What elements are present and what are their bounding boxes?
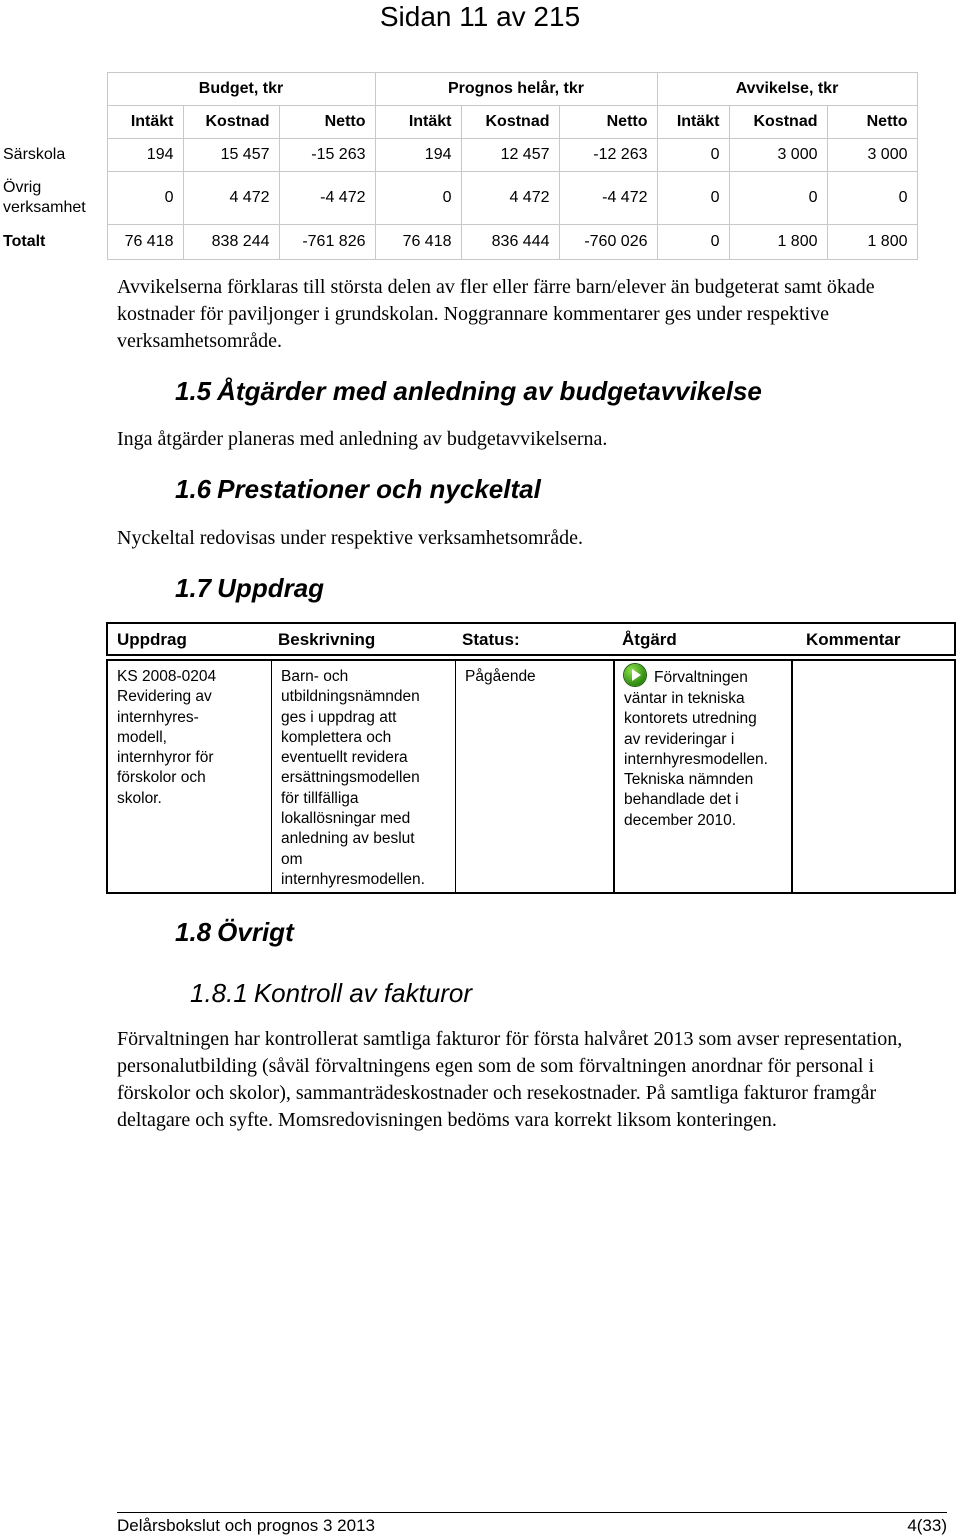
uppdrag-cell xyxy=(108,661,271,892)
cell-line: av revideringar i xyxy=(624,730,735,748)
section-number: 1.5 xyxy=(175,376,212,406)
column-header: Kostnad xyxy=(729,106,827,139)
cell-line: eventuellt revidera xyxy=(281,749,408,767)
section-number: 1.7 xyxy=(175,573,212,603)
cell-line: Barn- och xyxy=(281,668,349,685)
cell-line: internhyresmodellen. xyxy=(281,870,425,888)
section-title: Uppdrag xyxy=(217,573,325,603)
table-cell: 838 244 xyxy=(183,225,279,260)
cell-line: Revidering av xyxy=(117,688,212,706)
column-header-kommentar: Kommentar xyxy=(806,630,901,649)
cell-line: internhyres- xyxy=(117,708,199,726)
column-header: Netto xyxy=(559,106,657,139)
table-cell: 3 000 xyxy=(827,139,917,172)
cell-line: förskolor och xyxy=(117,769,206,787)
section-number: 1.8 xyxy=(175,917,212,947)
row-label: Särskola xyxy=(3,146,66,163)
cell-line: kontorets utredning xyxy=(624,710,757,728)
table-cell: 76 418 xyxy=(107,225,183,260)
cell-line: komplettera och xyxy=(281,728,392,746)
page-footer xyxy=(117,1512,947,1537)
table-cell: 0 xyxy=(375,172,461,225)
column-header: Intäkt xyxy=(657,106,729,139)
play-icon xyxy=(624,664,646,686)
cell-line: lokallösningar med xyxy=(281,810,411,828)
kommentar-cell xyxy=(793,661,954,892)
table-cell: -4 472 xyxy=(559,172,657,225)
group-header-budget: Budget, tkr xyxy=(107,73,375,106)
section-heading-1-5 xyxy=(175,376,762,407)
cell-line: för tillfälliga xyxy=(281,789,359,807)
cell-line: modell, xyxy=(117,728,167,746)
cell-line: internhyresmodellen. xyxy=(624,750,768,768)
cell-line: KS 2008-0204 xyxy=(117,668,217,685)
row-label xyxy=(0,172,107,225)
table-cell: 836 444 xyxy=(461,225,559,260)
table-row xyxy=(0,139,917,172)
row-label-line: Övrig xyxy=(3,179,42,196)
table-cell: 0 xyxy=(657,139,729,172)
table-cell: 3 000 xyxy=(729,139,827,172)
column-header: Intäkt xyxy=(107,106,183,139)
cell-line xyxy=(624,667,791,689)
atgard-cell xyxy=(613,661,793,892)
page-header: Sidan 11 av 215 xyxy=(379,1,581,32)
table-row xyxy=(0,172,917,225)
status-cell xyxy=(455,661,613,892)
column-header: Kostnad xyxy=(461,106,559,139)
section-heading-1-8-1 xyxy=(190,978,472,1009)
table-cell: 1 800 xyxy=(827,225,917,260)
cell-line: ges i uppdrag att xyxy=(281,708,397,726)
section-title: Övrigt xyxy=(217,917,294,947)
table-cell: 76 418 xyxy=(375,225,461,260)
status-text: Pågående xyxy=(465,668,536,685)
table-cell: 0 xyxy=(657,225,729,260)
cell-line: om xyxy=(281,850,303,868)
table-cell: -15 263 xyxy=(279,139,375,172)
section-title: Kontroll av fakturor xyxy=(253,978,473,1008)
cell-line: december 2010. xyxy=(624,811,737,829)
table-cell: 0 xyxy=(107,172,183,225)
section-number: 1.8.1 xyxy=(190,978,248,1008)
cell-line: skolor. xyxy=(117,789,162,807)
budget-table xyxy=(0,72,918,260)
row-label-line: verksamhet xyxy=(3,199,86,216)
section-title: Prestationer och nyckeltal xyxy=(217,474,541,504)
section-text-1-5: Inga åtgärder planeras med anledning av budgetavvikelserna. xyxy=(117,428,608,450)
cell-line: väntar in tekniska xyxy=(624,690,745,707)
beskrivning-cell xyxy=(271,661,455,892)
cell-line: internhyror för xyxy=(117,749,214,767)
column-header: Netto xyxy=(279,106,375,139)
section-number: 1.6 xyxy=(175,474,212,504)
column-header: Netto xyxy=(827,106,917,139)
group-header-avvikelse: Avvikelse, tkr xyxy=(657,73,917,106)
table-cell: 12 457 xyxy=(461,139,559,172)
column-header: Kostnad xyxy=(183,106,279,139)
section-heading-1-7 xyxy=(175,573,324,604)
cell-line: behandlade det i xyxy=(624,791,739,809)
table-cell: -760 026 xyxy=(559,225,657,260)
cell-line: utbildningsnämnden xyxy=(281,688,420,706)
uppdrag-table-row xyxy=(106,659,956,894)
column-header-uppdrag: Uppdrag xyxy=(117,630,187,649)
table-cell: 0 xyxy=(827,172,917,225)
deviation-explanation: Avvikelserna förklaras till största delen av fler eller färre barn/elever än budgeterat samt ökade kostnader för paviljonger i grundskolan. Noggrannare kommentarer ges under respektive verksamhetsområde. xyxy=(117,276,875,352)
cell-line: anledning av beslut xyxy=(281,830,415,848)
table-cell: -12 263 xyxy=(559,139,657,172)
table-cell: 1 800 xyxy=(729,225,827,260)
table-cell: 4 472 xyxy=(461,172,559,225)
section-heading-1-8 xyxy=(175,917,294,948)
table-cell: 194 xyxy=(107,139,183,172)
cell-line: Tekniska nämnden xyxy=(624,771,754,789)
table-row xyxy=(0,225,917,260)
table-cell: 4 472 xyxy=(183,172,279,225)
column-header-atgard: Åtgärd xyxy=(622,630,677,649)
section-text-1-6: Nyckeltal redovisas under respektive verksamhetsområde. xyxy=(117,527,583,549)
footer-page-number: 4(33) xyxy=(907,1516,947,1535)
column-header-beskrivning: Beskrivning xyxy=(278,630,376,649)
group-header-prognos: Prognos helår, tkr xyxy=(375,73,657,106)
invoice-control-text: Förvaltningen har kontrollerat samtliga fakturor för första halvåret 2013 som avser representation, personalutbilding (såväl förvaltningens egen som de som förvaltningen anordnar för personal i förskolor och skolor), sammanträdeskostnader och resekostnader. På samtliga fakturor framgår deltagare och syfte. Momsredovisningen bedöms vara korrekt liksom konteringen. xyxy=(117,1028,903,1131)
table-cell: 15 457 xyxy=(183,139,279,172)
cell-line-text: Förvaltningen xyxy=(654,669,748,687)
table-cell: 0 xyxy=(657,172,729,225)
section-title: Åtgärder med anledning av budgetavvikelse xyxy=(217,376,762,406)
row-label: Totalt xyxy=(3,233,46,250)
column-header-status: Status: xyxy=(462,630,520,649)
section-heading-1-6 xyxy=(175,474,541,505)
table-cell: 0 xyxy=(729,172,827,225)
table-cell: -4 472 xyxy=(279,172,375,225)
column-header: Intäkt xyxy=(375,106,461,139)
table-cell: 194 xyxy=(375,139,461,172)
uppdrag-table-header xyxy=(106,622,956,656)
table-cell: -761 826 xyxy=(279,225,375,260)
cell-line: ersättningsmodellen xyxy=(281,769,420,787)
footer-title: Delårsbokslut och prognos 3 2013 xyxy=(117,1516,375,1535)
